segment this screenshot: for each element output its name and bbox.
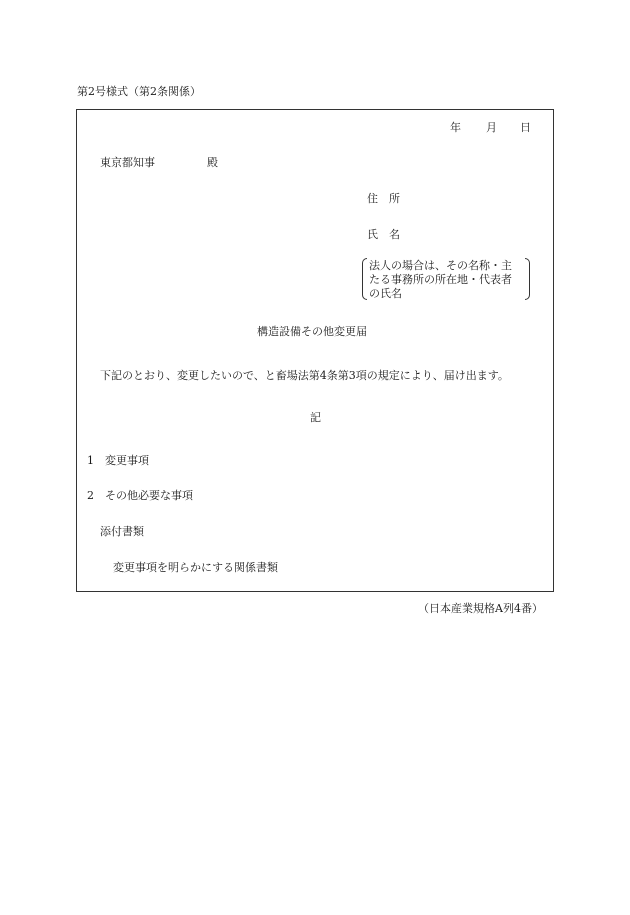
corporate-note-line-1: 法人の場合は、その名称・主: [369, 259, 512, 272]
addressee-name: 東京都知事: [100, 156, 155, 169]
addressee-honorific: 殿: [207, 156, 218, 169]
right-bracket: [525, 258, 530, 300]
form-frame: [76, 109, 554, 592]
corporate-note: [362, 258, 530, 301]
ki-label: 記: [310, 411, 321, 424]
name-label: 氏 名: [367, 228, 400, 241]
date-month-label: 月: [486, 121, 497, 134]
corporate-note-line-3: の氏名: [369, 287, 402, 300]
address-label: 住 所: [367, 192, 400, 205]
item-other-necessary: 2 その他必要な事項: [87, 489, 193, 502]
form-number-header: 第2号様式（第2条関係）: [77, 85, 201, 98]
paper-size-footer: （日本産業規格A列4番）: [418, 602, 543, 615]
left-bracket: [362, 258, 367, 300]
document-title: 構造設備その他変更届: [257, 325, 367, 338]
attachments-heading: 添付書類: [100, 525, 144, 538]
attachments-item: 変更事項を明らかにする関係書類: [113, 561, 278, 574]
item-change-matters: 1 変更事項: [87, 454, 149, 467]
date-day-label: 日: [520, 121, 531, 134]
body-text: 下記のとおり、変更したいので、と畜場法第4条第3項の規定により、届け出ます。: [100, 369, 509, 382]
date-year-label: 年: [450, 121, 461, 134]
corporate-note-line-2: たる事務所の所在地・代表者: [369, 273, 512, 286]
